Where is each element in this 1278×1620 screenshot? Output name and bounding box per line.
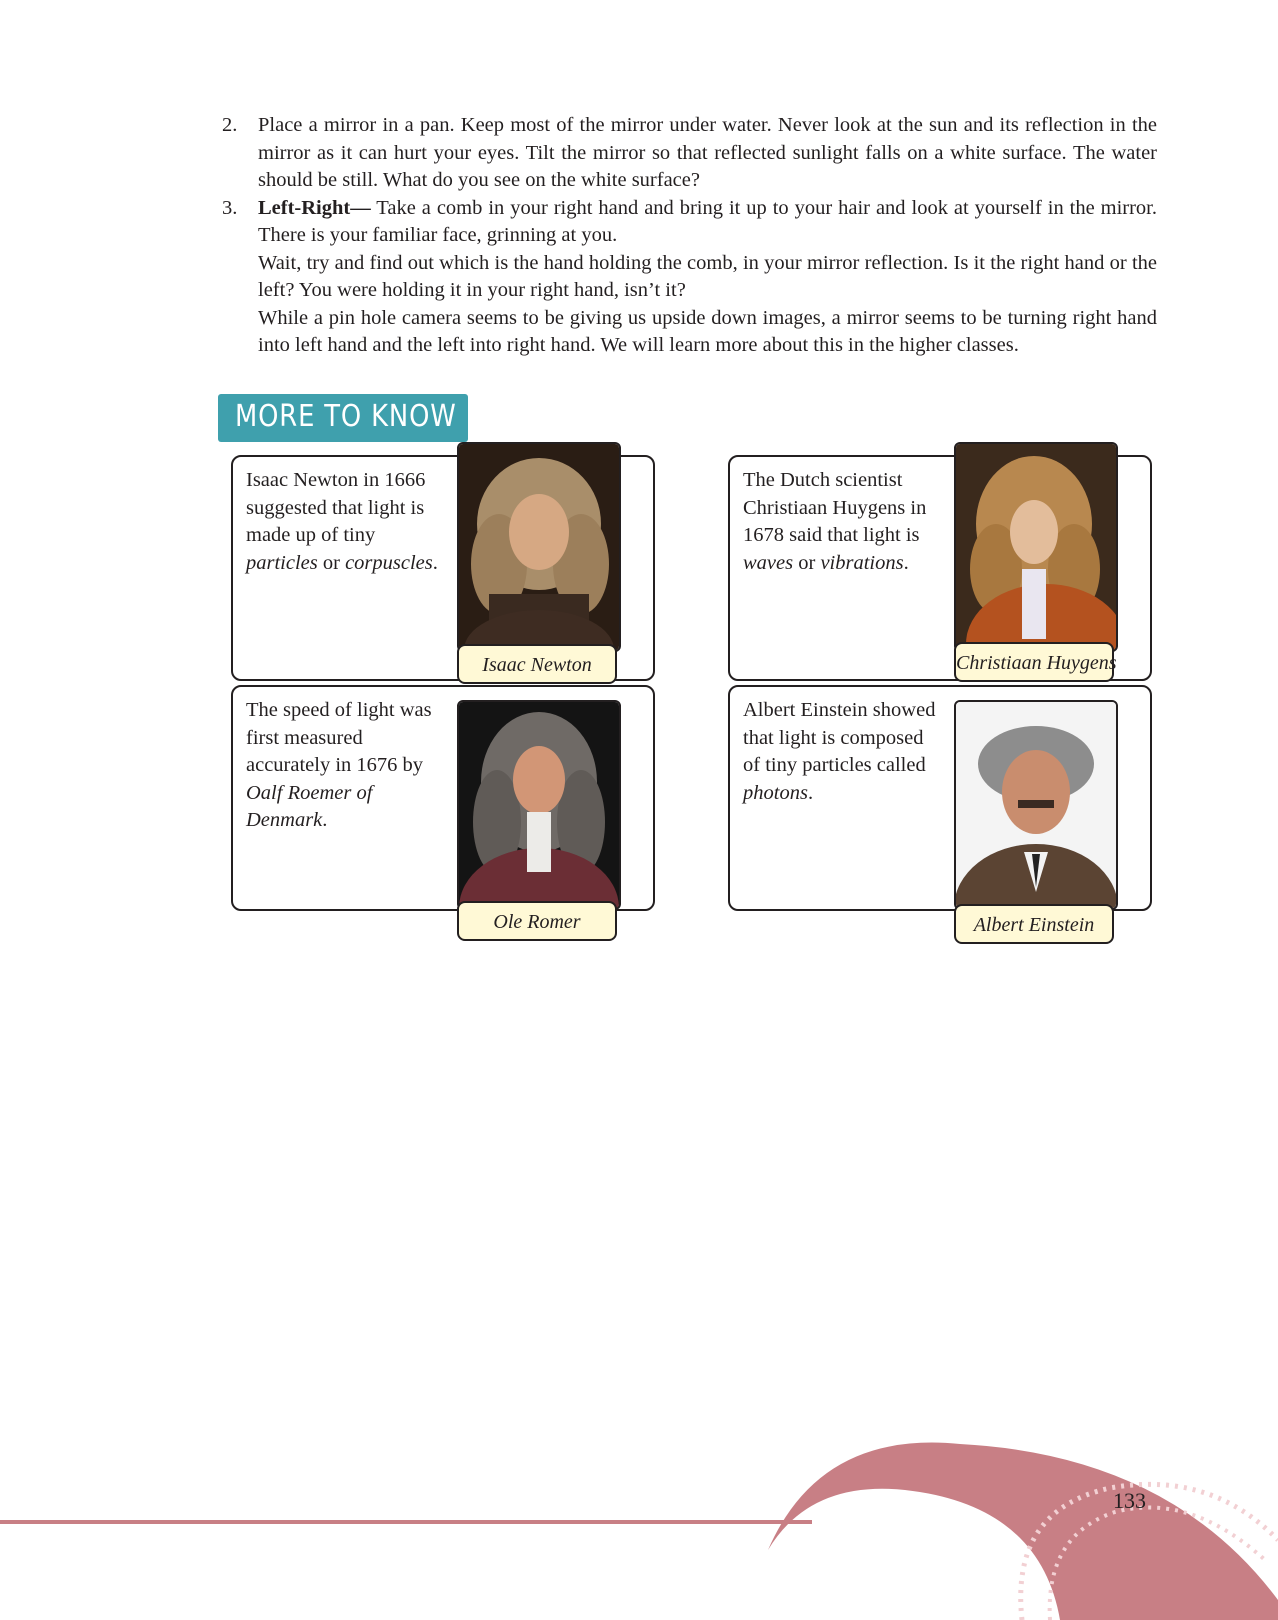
item-paragraph-3: While a pin hole camera seems to be giving us upside down images, a mirror seems to be turning right hand into left hand and the left into right hand. We will learn more about this in the higher classes. — [258, 306, 1157, 356]
caption-huygens: Christiaan Huygens — [954, 642, 1114, 682]
more-to-know-title: MORE TO KNOW — [235, 399, 457, 434]
card-text: The Dutch scientist Christiaan Huygens in 1678 said that light is waves or vibrations. — [743, 469, 927, 574]
card-text: Albert Einstein showed that light is composed of tiny particles called photons. — [743, 699, 936, 804]
page-number: 133 — [1113, 1488, 1146, 1513]
caption-newton: Isaac Newton — [457, 644, 617, 684]
item-lead: Left-Right— — [258, 196, 371, 219]
card-text: The speed of light was first measured accurately in 1676 by Oalf Roemer of Denmark. — [246, 699, 432, 831]
item-number: 2. — [222, 114, 238, 136]
caption-einstein: Albert Einstein — [954, 904, 1114, 944]
item-number: 3. — [222, 196, 238, 219]
item-text: Place a mirror in a pan. Keep most of the mirror under water. Never look at the sun and its reflection in the mirror as it can hurt your eyes. Tilt the mirror so that reflected sunlight falls on a white surface. The water should be still. What do you see on the white surface? — [258, 114, 1157, 191]
caption-romer: Ole Romer — [457, 901, 617, 941]
item-paragraph-2: Wait, try and find out which is the hand holding the comb, in your mirror reflection. Is it the right hand or the left? You were holding it in your right hand, isn’t it? — [258, 251, 1157, 301]
item-body: Take a comb in your right hand and bring it up to your hair and look at yourself in the mirror. There is your familiar face, grinning at you. — [258, 196, 1157, 246]
card-text: Isaac Newton in 1666 suggested that light is made up of tiny particles or corpuscles. — [246, 469, 438, 574]
